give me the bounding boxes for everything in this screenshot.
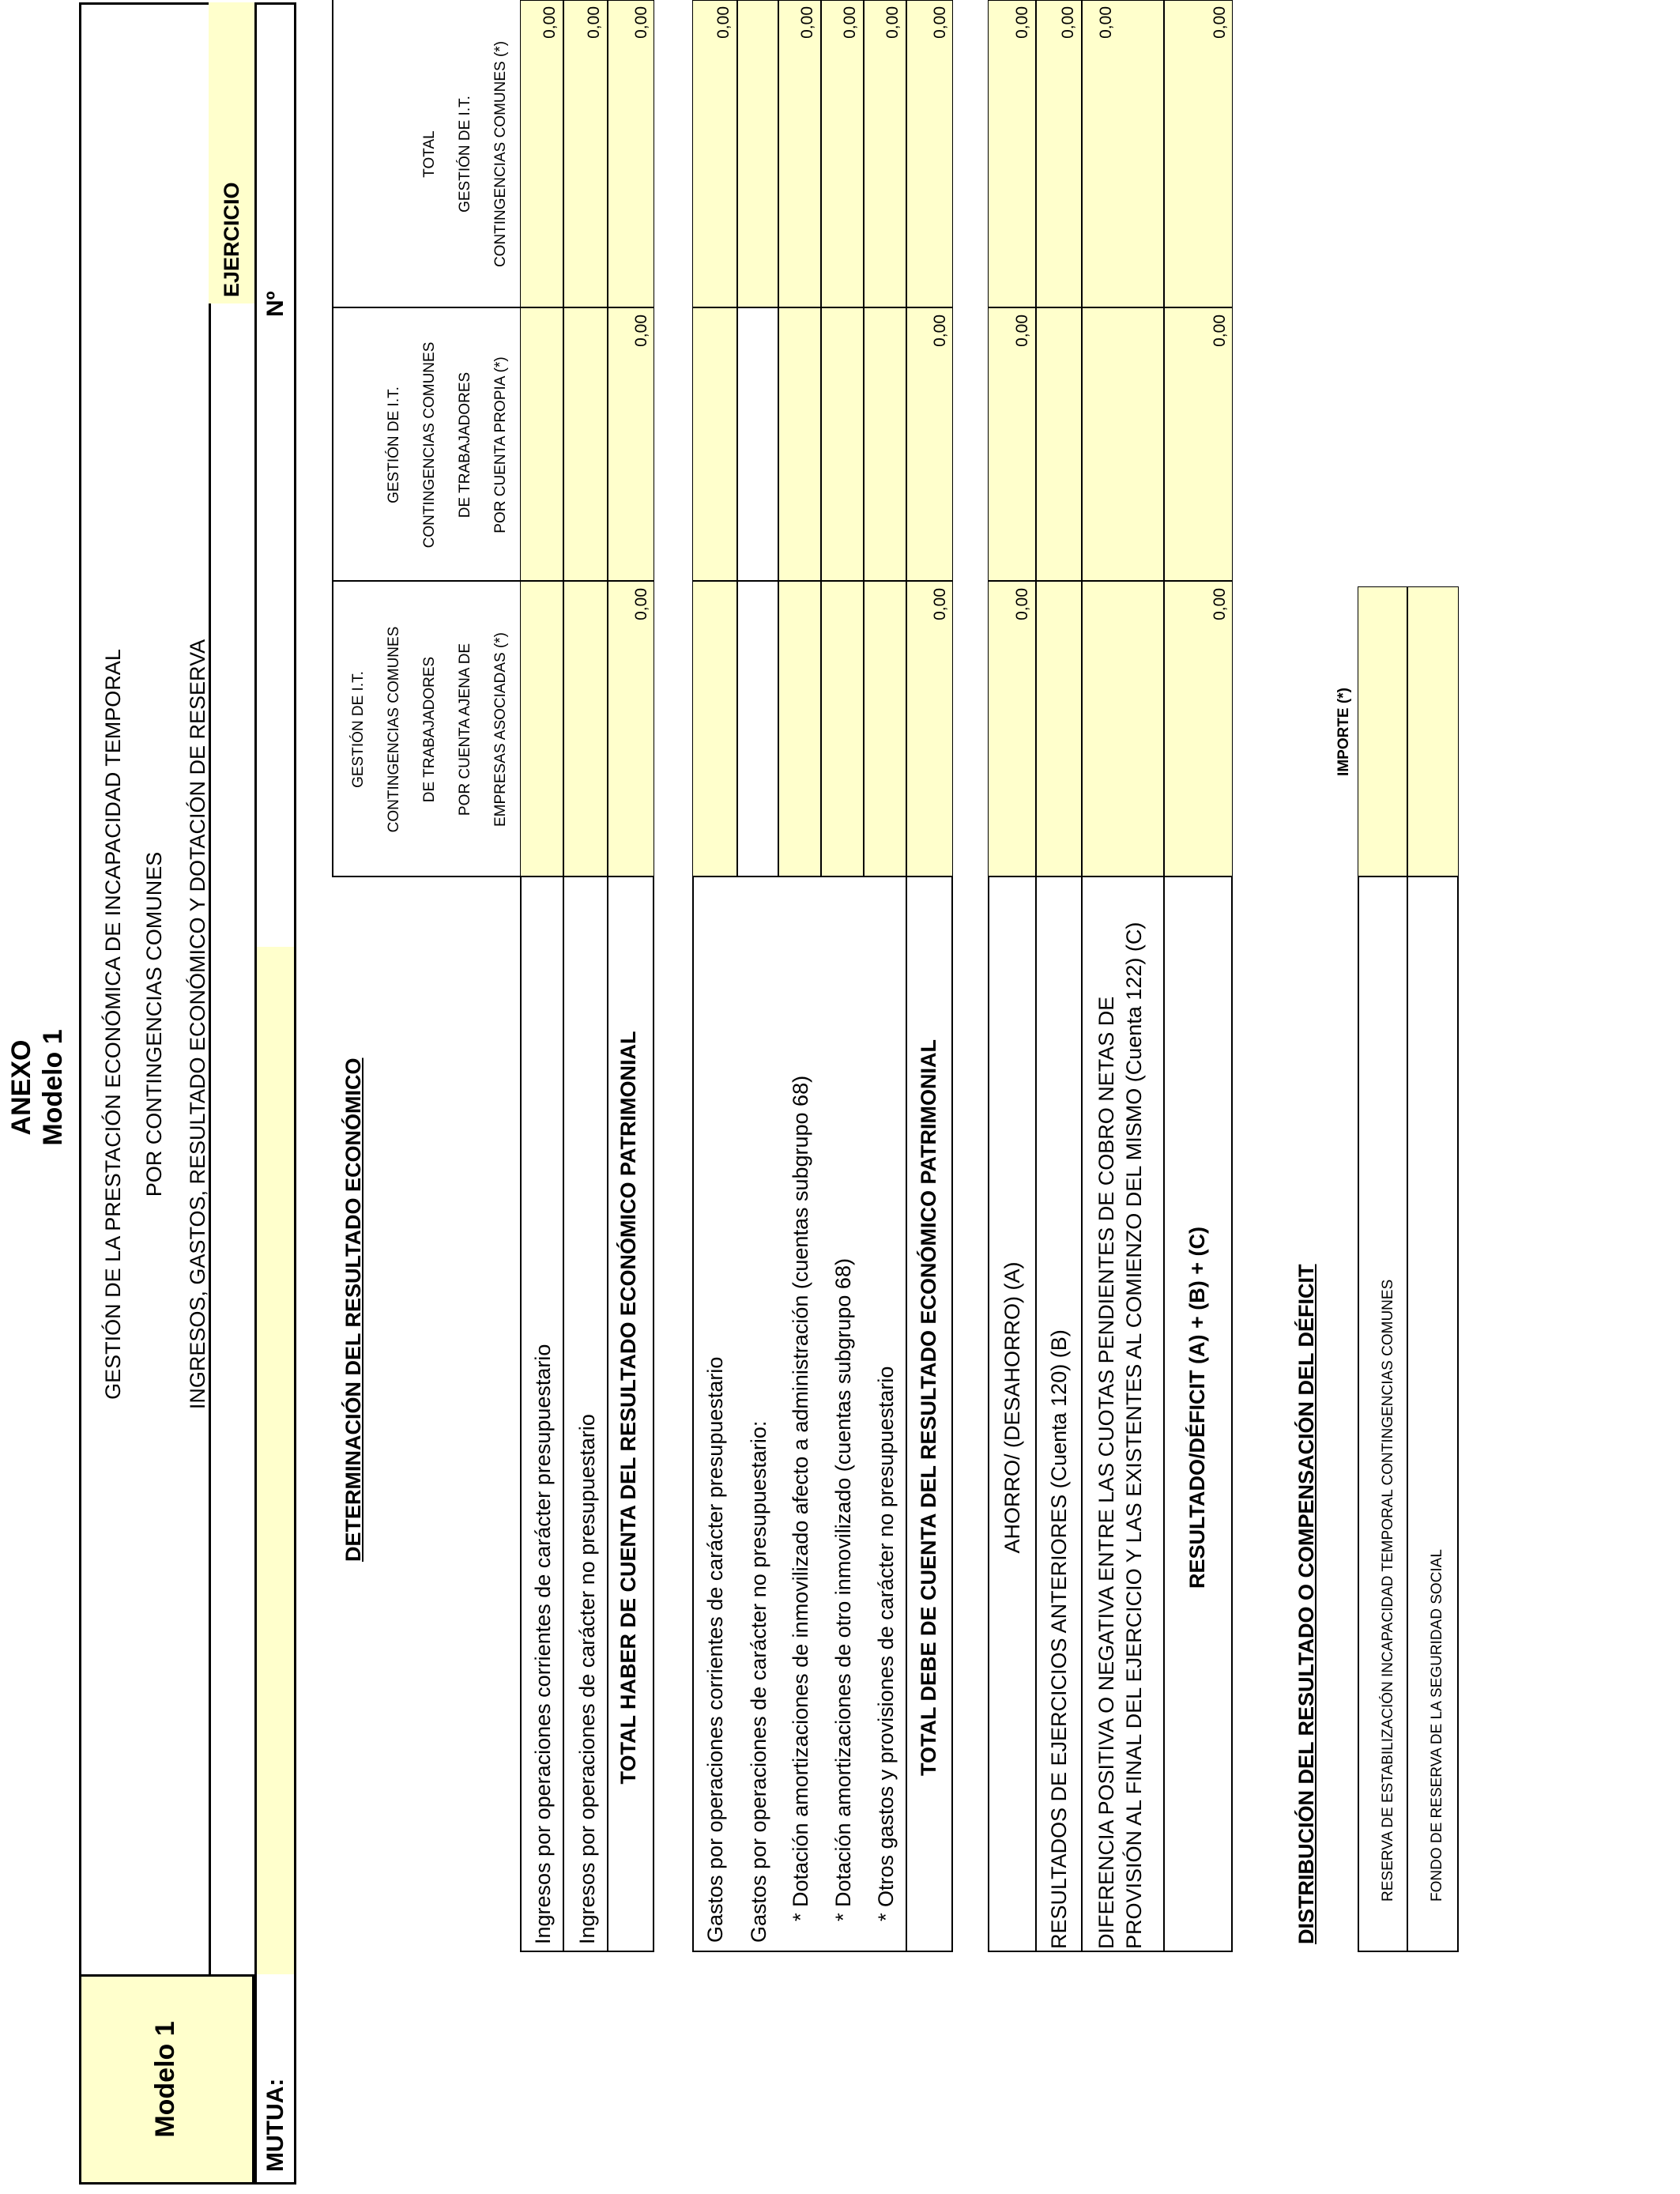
col1-header-line: EMPRESAS ASOCIADAS (*): [492, 632, 509, 827]
section2-title: DISTRIBUCIÓN DEL RESULTADO O COMPENSACIÓN DEL DÉFICIT: [1294, 1264, 1318, 1944]
row-ingresos-presupuestario: Ingresos por operaciones corrientes de carácter presupuestario: [531, 1344, 555, 1944]
row-resultados-anteriores: RESULTADOS DE EJERCICIOS ANTERIORES (Cuenta 120) (B): [1047, 1329, 1071, 1949]
value-text: 0,00: [714, 6, 733, 39]
row-diferencia-line2: PROVISIÓN AL FINAL DEL EJERCICIO Y LAS EXISTENTES AL COMIENZO DEL MISMO (Cuenta 122) (C): [1122, 922, 1146, 1949]
col2-header-line: POR CUENTA PROPIA (*): [492, 356, 509, 533]
row-resultado-deficit: RESULTADO/DÉFICIT (A) + (B) + (C): [1185, 1227, 1209, 1589]
col3-header-line: GESTIÓN DE I.T.: [457, 96, 473, 213]
cell-reserva-importe[interactable]: [1358, 586, 1407, 877]
value-text: 0,00: [632, 588, 650, 620]
cell-ahorro-c2[interactable]: [988, 308, 1035, 582]
col1-header-line: CONTINGENCIAS COMUNES: [386, 626, 402, 833]
cell-resultado-total[interactable]: [1163, 0, 1233, 308]
row-total-debe: TOTAL DEBE DE CUENTA DEL RESULTADO ECONÓMICO PATRIMONIAL: [917, 1039, 940, 1777]
annex-title: ANEXO: [6, 1039, 36, 1136]
row-reserva-estabilizacion: RESERVA DE ESTABILIZACIÓN INCAPACIDAD TEMPORAL CONTINGENCIAS COMUNES: [1380, 1279, 1396, 1902]
header-line-3: INGRESOS, GASTOS, RESULTADO ECONÓMICO Y DOTACIÓN DE RESERVA: [186, 639, 209, 1410]
mutua-field[interactable]: [257, 947, 294, 1974]
col3-header-line: CONTINGENCIAS COMUNES (*): [492, 40, 509, 268]
value-text: 0,00: [585, 6, 603, 39]
cell-gastos1-total[interactable]: [692, 0, 736, 308]
ejercicio-label: EJERCICIO: [220, 182, 243, 297]
value-text: 0,00: [1059, 6, 1077, 39]
col3-header-line: TOTAL: [421, 130, 438, 178]
cell-gastos4-total[interactable]: [820, 0, 863, 308]
header-line-2: POR CONTINGENCIAS COMUNES: [142, 851, 166, 1197]
cell-gastos5-total[interactable]: [863, 0, 906, 308]
col1-header-line: DE TRABAJADORES: [421, 656, 438, 803]
row-dotacion-otro-inmovilizado: * Dotación amortizaciones de otro inmovilizado (cuentas subgrupo 68): [831, 1258, 855, 1921]
cell-resultado-c1[interactable]: [1163, 582, 1233, 877]
cell-ahorro-c1[interactable]: [988, 582, 1035, 877]
row-total-haber: TOTAL HABER DE CUENTA DEL RESULTADO ECONÓMICO PATRIMONIAL: [616, 1031, 640, 1785]
value-text: 0,00: [1211, 6, 1229, 39]
row-gastos-presupuestario: Gastos por operaciones corrientes de carácter presupuestario: [703, 1356, 727, 1943]
col1-header-line: POR CUENTA AJENA DE: [457, 643, 473, 816]
row-dotacion-inmovilizado-admin: * Dotación amortizaciones de inmovilizado afecto a administración (cuentas subgrupo 68): [789, 1075, 812, 1921]
row-otros-gastos: * Otros gastos y provisiones de carácter no presupuestario: [874, 1366, 898, 1921]
value-text: 0,00: [931, 315, 949, 347]
importe-header: IMPORTE (*): [1335, 688, 1352, 776]
col2-header-line: GESTIÓN DE I.T.: [386, 386, 402, 503]
value-text: 0,00: [1013, 6, 1031, 39]
numero-label: Nº: [262, 291, 288, 317]
cell-ingresos1-total[interactable]: [520, 0, 563, 308]
section1-title: DETERMINACIÓN DEL RESULTADO ECONÓMICO: [341, 1057, 365, 1562]
row-ahorro: AHORRO/ (DESAHORRO) (A): [1000, 1261, 1024, 1554]
row-fondo-reserva: FONDO DE RESERVA DE LA SEGURIDAD SOCIAL: [1429, 1549, 1445, 1902]
modelo-box-label: Modelo 1: [150, 2021, 180, 2138]
cell-diferencia-total[interactable]: [1081, 0, 1163, 308]
value-text: 0,00: [541, 6, 559, 39]
value-text: 0,00: [841, 6, 859, 39]
cell-debe-c2[interactable]: [906, 308, 953, 582]
cell-debe-c1[interactable]: [906, 582, 953, 877]
row-gastos-no-presupuestario: Gastos por operaciones de carácter no presupuestario:: [747, 1420, 770, 1943]
row-diferencia-line1: DIFERENCIA POSITIVA O NEGATIVA ENTRE LAS CUOTAS PENDIENTES DE COBRO NETAS DE: [1094, 996, 1118, 1949]
value-text: 0,00: [798, 6, 816, 39]
cell-resultado-c2[interactable]: [1163, 308, 1233, 582]
row-ingresos-no-presupuestario: Ingresos por operaciones de carácter no presupuestario: [575, 1414, 599, 1944]
col2-header-line: CONTINGENCIAS COMUNES: [421, 341, 438, 548]
value-text: 0,00: [1211, 315, 1229, 347]
value-text: 0,00: [883, 6, 902, 39]
value-text: 0,00: [931, 588, 949, 620]
cell-gastos3-total[interactable]: [778, 0, 820, 308]
cell-debe-total[interactable]: [906, 0, 953, 308]
header-line-1: GESTIÓN DE LA PRESTACIÓN ECONÓMICA DE INCAPACIDAD TEMPORAL: [101, 649, 125, 1400]
value-text: 0,00: [1013, 588, 1031, 620]
col1-header-line: GESTIÓN DE I.T.: [350, 671, 367, 788]
cell-resultados-ant-total[interactable]: [1035, 0, 1081, 308]
cell-haber-c2[interactable]: [607, 308, 654, 582]
value-text: 0,00: [1211, 588, 1229, 620]
cell-haber-total[interactable]: [607, 0, 654, 308]
mutua-label: MUTUA:: [262, 2078, 288, 2172]
value-text: 0,00: [1097, 6, 1115, 39]
value-text: 0,00: [1013, 315, 1031, 347]
model-title: Modelo 1: [38, 1029, 68, 1146]
cell-haber-c1[interactable]: [607, 582, 654, 877]
value-text: 0,00: [931, 6, 949, 39]
cell-ingresos2-total[interactable]: [563, 0, 607, 308]
cell-fondo-importe[interactable]: [1407, 586, 1459, 877]
cell-ahorro-total[interactable]: [988, 0, 1035, 308]
gastos-no-presup-white-cell: [736, 308, 778, 876]
value-text: 0,00: [632, 315, 650, 347]
col2-header-line: DE TRABAJADORES: [457, 371, 473, 518]
value-text: 0,00: [632, 6, 650, 39]
